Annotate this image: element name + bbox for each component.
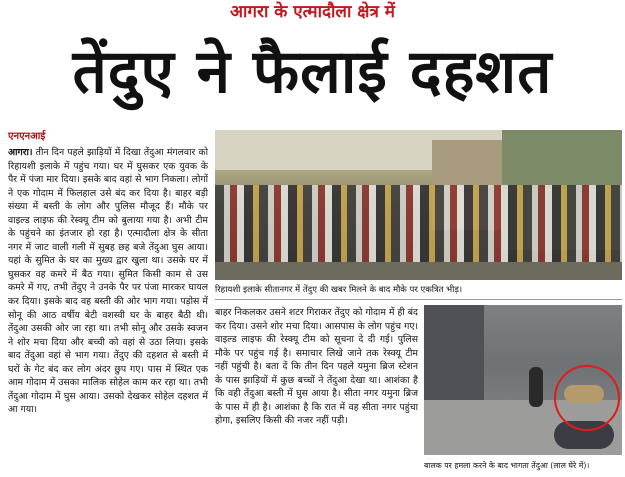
divider bbox=[215, 299, 622, 300]
cctv-photo-caption: बालक पर हमला करने के बाद भागता तेंदुआ (लाल घेरे में)। bbox=[424, 461, 590, 470]
article-body-left: तीन दिन पहले झाड़ियों में दिखा तेंदुआ मंगलवार को रिहायशी इलाके में पहुंच गया। घर में घुसकर एक युवक के पैर में पंजा मार दिया। इसके बाद वहां से भाग निकला। लोगों ने एक गोदाम में फिलहाल उसे बंद कर दिया है। बाहर बड़ी संख्या में बस्ती के लोग और पुलिस मौजूद हैं। मौके पर वाइल्ड लाइफ की रेस्क्यू टीम को बुलाया गया है। अभी टीम के पहुंचने का इंतजार हो रहा है। एत्मादौला क्षेत्र के सीता नगर में जाट वाली गली में सुबह छह बजे तेंदुआ घुस आया। यहां के सुमित के घर का मुख्य द्वार खुला था। उसके घर में घुसकर वह कमरे में बैठ गया। सुमित किसी काम से उस कमरे में गए, तभी तेंदुए ने उनके पैर पर पंजा मारकर घायल कर दिया। इसके बाद वह बस्ती की ओर भाग गया। पड़ोस में सोनू की आठ वर्षीय बेटी वशस्वी घर के बाहर बैठी थी। तेंदुआ उसकी ओर जा रहा था। तभी सोनू और उसके स्वजन ने शोर मचा दिया और बच्ची को वहां से उठा लिया। इसके बाद तेंदुआ वहां से भाग गया। तेंदुए की दहशत से बस्ती में घरों के गेट बंद कर लोग अंदर छुप गए। पास में स्थित एक आम गोदाम में उसका मालिक सोहेल काम कर रहा था। तभी तेंदुआ गोदाम में घुस आया। उसको देखकर सोहेल दहशत में आ गया। bbox=[8, 147, 208, 416]
cctv-photo bbox=[424, 305, 622, 455]
article-column-left bbox=[8, 146, 208, 474]
article-body-middle: बाहर निकलकर उसने शटर गिराकर तेंदुए को गोदाम में ही बंद कर दिया। उसने शोर मचा दिया। आसपास के लोग पहुंच गए। वाइल्ड लाइफ की रेस्क्यू टीम को सूचना दे दी गई। पुलिस मौके पर पहुंच गई है। समाचार लिखे जाने तक रेस्क्यू टीम नहीं पहुंची है। बता दें कि तीन दिन पहले यमुना ब्रिज स्टेशन के पास झाड़ियों में कुछ बच्चों ने तेंदुआ देखा था। आशंका है कि वही तेंदुआ बस्ती में घुस आया है। सीता नगर यमुना ब्रिज के पास में ही है। आशंका है कि रात में वह सीता नगर पहुंचा होगा, इसलिए किसी की नजर नहीं पड़ी। bbox=[215, 307, 418, 427]
crowd-photo bbox=[215, 130, 622, 280]
dateline: आगरा। bbox=[8, 147, 33, 158]
red-circle-marker bbox=[554, 365, 620, 431]
article-column-middle bbox=[215, 306, 418, 474]
agency-credit: एनएनआई bbox=[8, 131, 46, 142]
kicker: आगरा के एत्मादौला क्षेत्र में bbox=[230, 2, 395, 22]
headline: तेंदुए ने फैलाई दहशत bbox=[72, 37, 553, 107]
crowd-photo-caption: रिहायशी इलाके सीतानगर में तेंदुए की खबर मिलने के बाद मौके पर एकत्रित भीड़। bbox=[215, 285, 463, 295]
